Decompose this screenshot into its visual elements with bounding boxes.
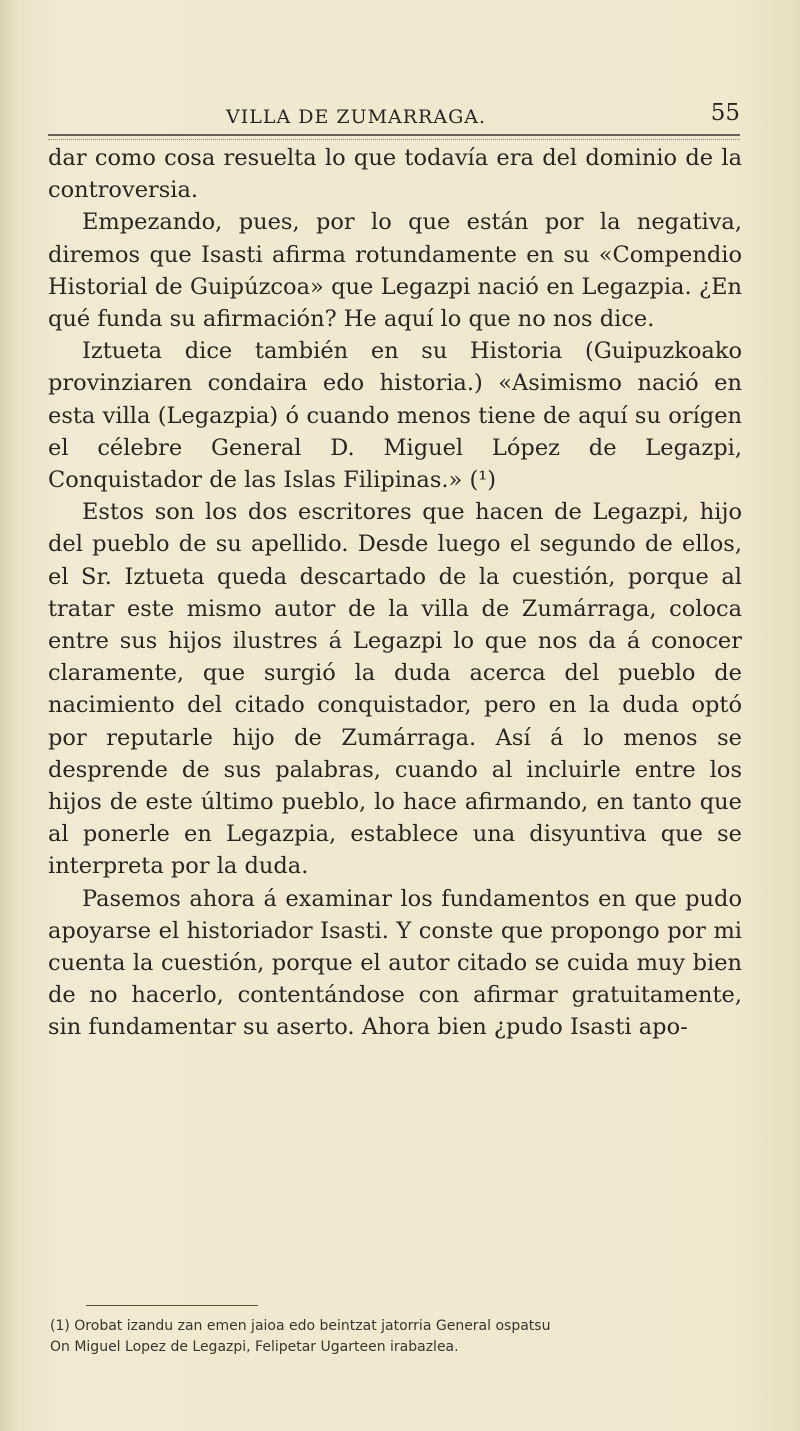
paragraph: Pasemos ahora á examinar los fundamentos en que pudo apoyarse el historiador Isasti. Y conste que propongo por mi cuenta la cuestión, porque el autor citado se cuida muy bien de no hacerlo, contentándose con afirmar gratuitamente, sin fundamentar su aserto. Ahora bien ¿pudo Isasti apo- bbox=[48, 885, 742, 1041]
header-rule bbox=[48, 134, 740, 140]
running-title: VILLA DE ZUMARRAGA. bbox=[226, 106, 487, 128]
paragraph: Estos son los dos escritores que hacen de Legazpi, hijo del pueblo de su apellido. Desde luego el segundo de ellos, el Sr. Iztueta queda descartado de la cuestión, porque al tratar este mismo autor de la villa de Zumárraga, coloca entre sus hijos ilustres á Legazpi lo que nos da á conocer claramente, que surgió la duda acerca del pueblo de nacimiento del citado conquistador, pero en la duda optó por reputarle hijo de Zumárraga. Así á lo menos se desprende de sus palabras, cuando al incluirle entre los hijos de este último pueblo, lo hace afirmando, en tanto que al ponerle en Legazpia, establece una disyuntiva que se interpreta por la duda. bbox=[48, 499, 742, 880]
footnotes bbox=[50, 1316, 750, 1358]
page-header bbox=[48, 100, 740, 136]
footnote-line: (1) Orobat izandu zan emen jaioa edo beintzat jatorria General ospatsu bbox=[50, 1318, 551, 1334]
footnote-rule bbox=[86, 1305, 258, 1306]
paragraph: dar como cosa resuelta lo que todavía era del dominio de la controversia. bbox=[48, 145, 742, 204]
page-number: 55 bbox=[710, 100, 740, 126]
paragraph: Empezando, pues, por lo que están por la negativa, diremos que Isasti afirma rotundamente en su «Compendio Historial de Guipúzcoa» que Legazpi nació en Legazpia. ¿En qué funda su afirmación? He aquí lo que no nos dice. bbox=[48, 209, 742, 333]
paragraph: Iztueta dice también en su Historia (Guipuzkoako provinziaren condaira edo historia.) «Asimismo nació en esta villa (Legazpia) ó cuando menos tiene de aquí su orígen el célebre General D. Miguel López de Legazpi, Conquistador de las Islas Filipinas.» (¹) bbox=[48, 338, 742, 494]
footnote-line: On Miguel Lopez de Legazpi, Felipetar Ugarteen irabazlea. bbox=[50, 1339, 459, 1355]
body-text bbox=[48, 142, 742, 1044]
